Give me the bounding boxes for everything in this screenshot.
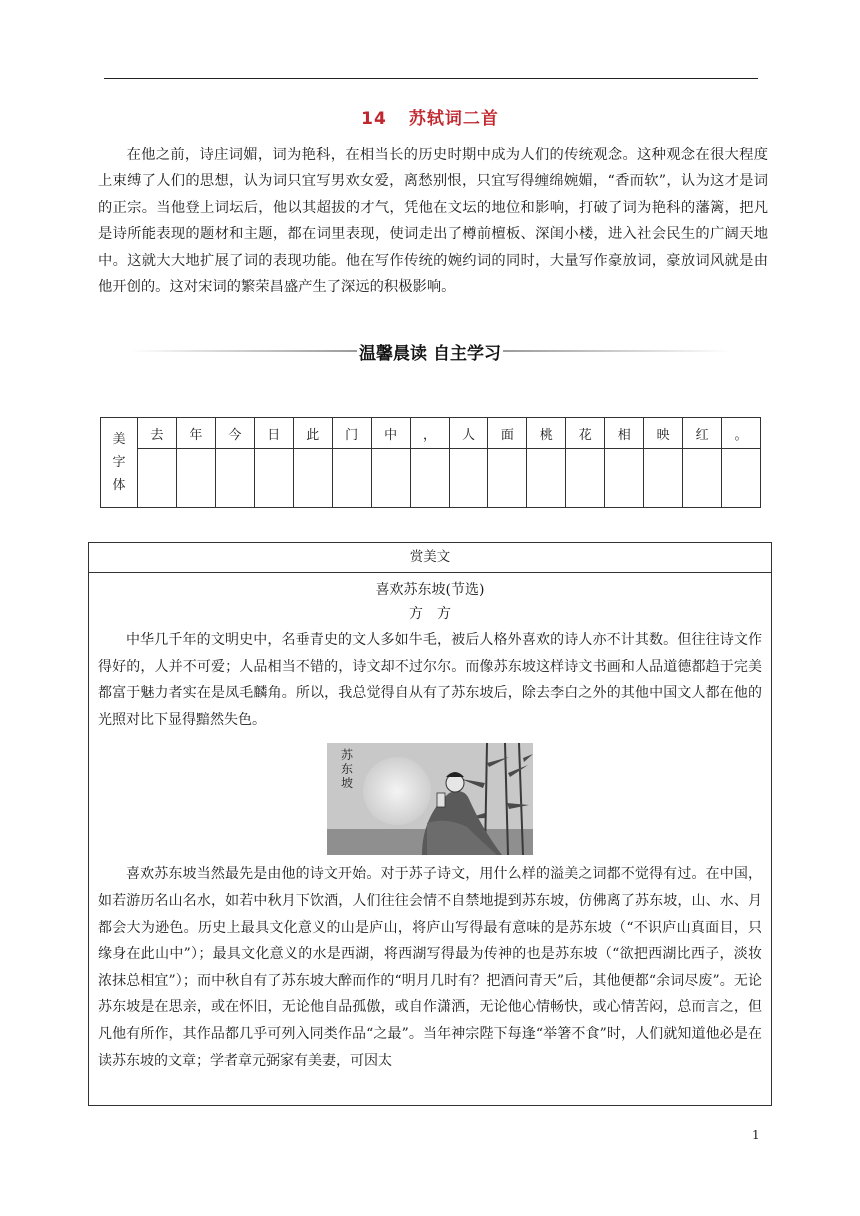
intro-paragraph: 在他之前，诗庄词媚，词为艳科，在相当长的历史时期中成为人们的传统观念。这种观念在很大程度上束缚了人们的思想，认为词只宜写男欢女爱，离愁别恨，只宜写得缠绵婉媚，“香而软”，认为这才是词的正宗。当他登上词坛后，他以其超拔的才气，凭他在文坛的地位和影响，打破了词为艳科的藩篱，把凡是诗所能表现的题材和主题，都在词里表现，使词走出了樽前檀板、深闺小楼，进入社会民生的广阔天地中。这就大大地扩展了词的表现功能。他在写作传统的婉约词的同时，大量写作豪放词，豪放词风就是由他开创的。这对宋词的繁荣昌盛产生了深远的积极影响。 <box>98 147 768 296</box>
lesson-title: 苏轼词二首 <box>408 109 499 129</box>
practice-character-cell: 桃 <box>527 418 566 449</box>
practice-blank-cell[interactable] <box>449 449 488 508</box>
practice-blank-cell[interactable] <box>138 449 177 508</box>
appreciation-box <box>88 542 772 1106</box>
practice-blank-cell[interactable] <box>371 449 410 508</box>
calligraphy-header-label <box>101 428 137 497</box>
page-title <box>0 104 860 129</box>
article-title: 喜欢苏东坡(节选) <box>375 582 485 598</box>
practice-blank-cell[interactable] <box>722 449 761 508</box>
section-header <box>130 336 730 366</box>
practice-row <box>101 449 761 508</box>
practice-character-cell: ， <box>410 418 449 449</box>
inscription-char: 苏 <box>341 748 354 763</box>
practice-blank-cell[interactable] <box>605 449 644 508</box>
practice-character-cell: 映 <box>644 418 683 449</box>
practice-blank-cell[interactable] <box>488 449 527 508</box>
intro-section <box>98 142 768 300</box>
practice-character-cell: 年 <box>176 418 215 449</box>
practice-blank-cell[interactable] <box>527 449 566 508</box>
practice-character-cell: 人 <box>449 418 488 449</box>
article-author: 方方 <box>409 606 465 622</box>
lesson-number: 14 <box>361 109 387 129</box>
su-dongpo-illustration <box>327 743 533 855</box>
practice-blank-cell[interactable] <box>410 449 449 508</box>
page-number: 1 <box>752 1128 760 1142</box>
practice-character-cell: 去 <box>138 418 177 449</box>
practice-character-cell: 今 <box>215 418 254 449</box>
practice-blank-cell[interactable] <box>566 449 605 508</box>
calligraphy-header-char: 字 <box>112 455 126 470</box>
article-paragraph: 中华几千年的文明史中，名垂青史的文人多如牛毛，被后人格外喜欢的诗人亦不计其数。但往往诗文作得好的，人并不可爱；人品相当不错的，诗文却不过尔尔。而像苏东坡这样诗文书画和人品道德都趋于完美都富于魅力者实在是凤毛麟角。所以，我总觉得自从有了苏东坡后，除去李白之外的其他中国文人都在他的光照对比下显得黯然失色。 <box>98 632 762 728</box>
section-divider-right <box>503 350 730 352</box>
practice-blank-cell[interactable] <box>254 449 293 508</box>
practice-blank-cell[interactable] <box>644 449 683 508</box>
practice-blank-cell[interactable] <box>293 449 332 508</box>
calligraphy-header-char: 体 <box>112 478 126 493</box>
ink-painting-image <box>327 743 533 855</box>
appreciation-box-title: 赏美文 <box>89 543 771 573</box>
calligraphy-header-cell <box>101 418 138 508</box>
inscription-text <box>341 748 354 790</box>
section-title: 温馨晨读 自主学习 <box>359 343 501 364</box>
practice-blank-cell[interactable] <box>215 449 254 508</box>
header-rule <box>104 78 758 79</box>
practice-character-cell: 此 <box>293 418 332 449</box>
practice-character-cell: 红 <box>683 418 722 449</box>
practice-blank-cell[interactable] <box>176 449 215 508</box>
practice-character-cell: 。 <box>722 418 761 449</box>
calligraphy-header-char: 美 <box>112 432 126 447</box>
inscription-char: 东 <box>341 762 354 777</box>
calligraphy-practice-table <box>100 417 761 508</box>
practice-blank-cell[interactable] <box>683 449 722 508</box>
practice-character-cell: 花 <box>566 418 605 449</box>
practice-blank-cell[interactable] <box>332 449 371 508</box>
practice-character-cell: 门 <box>332 418 371 449</box>
section-divider-left <box>130 350 357 352</box>
practice-character-cell: 日 <box>254 418 293 449</box>
practice-character-cell: 中 <box>371 418 410 449</box>
character-row <box>101 418 761 449</box>
article-paragraph: 喜欢苏东坡当然最先是由他的诗文开始。对于苏子诗文，用什么样的溢美之词都不觉得有过。在中国，如若游历名山名水，如若中秋月下饮酒，人们往往会情不自禁地提到苏东坡，仿佛离了苏东坡，山、水、月都会大为逊色。历史上最具文化意义的山是庐山，将庐山写得最有意味的是苏东坡（“不识庐山真面目，只缘身在此山中”）；最具文化意义的水是西湖，将西湖写得最为传神的也是苏东坡（“欲把西湖比西子，淡妆浓抹总相宜”）；而中秋自有了苏东坡大醉而作的“明月几时有？把酒问青天”后，其他便都“余词尽废”。无论苏东坡是在思亲，或在怀旧，无论他自品孤傲，或自作潇洒，无论他心情畅快，或心情苦闷，总而言之，但凡他有所作，其作品都几乎可列入同类作品“之最”。当年神宗陛下每逢“举箸不食”时，人们就知道他必是在读苏东坡的文章；学者章元弼家有美妻，可因太 <box>98 866 762 1069</box>
practice-character-cell: 面 <box>488 418 527 449</box>
inscription-char: 坡 <box>341 776 354 791</box>
practice-character-cell: 相 <box>605 418 644 449</box>
